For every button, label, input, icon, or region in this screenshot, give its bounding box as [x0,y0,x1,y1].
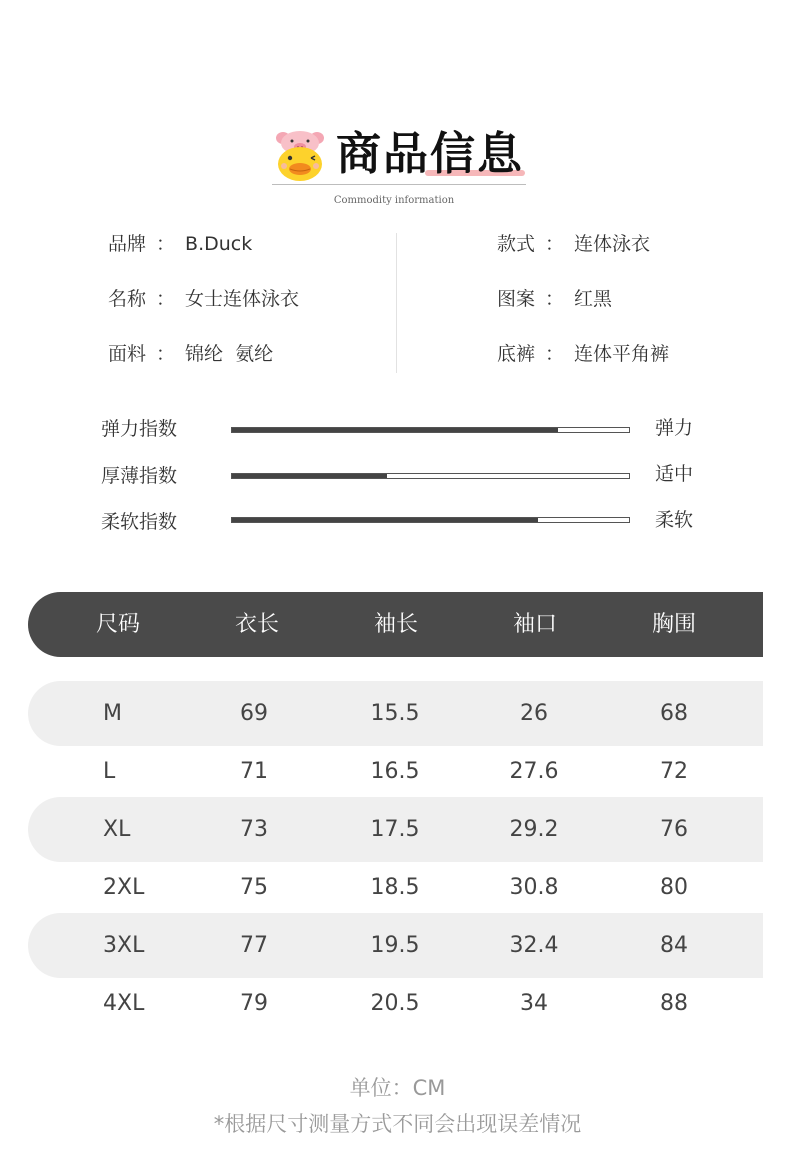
attribute-label: 款式 [497,233,536,255]
elasticity-index-fill [232,428,558,432]
cell-length: 75 [240,875,268,900]
attribute-bottoms [497,342,669,366]
cell-sleeve-length: 19.5 [370,933,420,958]
header-length: 衣长 [234,612,279,637]
header-cuff: 袖口 [512,612,557,637]
elasticity-index-value: 弹力 [655,417,694,439]
elasticity-index-bar [231,427,630,433]
cell-bust: 76 [660,817,688,842]
attribute-divider [396,233,397,373]
attribute-value: 连体泳衣 [574,233,651,255]
page-title: 商品信息 [336,127,525,180]
cell-size: L [103,759,116,784]
cell-size: 2XL [103,875,145,900]
attribute-label: 图案 [497,288,536,310]
cell-cuff: 26 [520,701,548,726]
cell-length: 71 [240,759,268,784]
table-row [28,971,763,1036]
cell-bust: 80 [660,875,688,900]
softness-index-fill [232,518,538,522]
cell-cuff: 27.6 [509,759,559,784]
cell-sleeve-length: 16.5 [370,759,420,784]
cell-sleeve-length: 15.5 [370,701,420,726]
table-row [28,681,763,746]
attribute-label: 面料 [108,343,147,365]
attribute-separator: ： [156,288,176,310]
table-row [28,855,763,920]
table-row [28,913,763,978]
attribute-value: 红黑 [574,288,613,310]
size-table-header [28,592,763,657]
cell-length: 69 [240,701,268,726]
title-divider [272,184,526,185]
attribute-style [497,232,650,256]
cell-cuff: 34 [520,991,548,1016]
cell-size: M [103,701,122,726]
attribute-value: 连体平角裤 [574,343,670,365]
thickness-index-label: 厚薄指数 [101,465,178,487]
cell-size: XL [103,817,131,842]
header-size: 尺码 [95,612,140,637]
attribute-name [108,287,299,311]
cell-bust: 88 [660,991,688,1016]
measurement-disclaimer: *根据尺寸测量方式不同会出现误差情况 [213,1112,582,1136]
table-row [28,797,763,862]
cell-bust: 84 [660,933,688,958]
cell-size: 4XL [103,991,145,1016]
table-row [28,739,763,804]
cell-sleeve-length: 17.5 [370,817,420,842]
attribute-value: B.Duck [185,233,253,255]
cell-length: 79 [240,991,268,1016]
elasticity-index-label: 弹力指数 [101,418,178,440]
header-sleeve-length: 袖长 [373,612,418,637]
softness-index-value: 柔软 [655,509,694,531]
attribute-fabric [108,342,273,366]
cell-bust: 72 [660,759,688,784]
cell-sleeve-length: 20.5 [370,991,420,1016]
attribute-value: 女士连体泳衣 [185,288,300,310]
attribute-value: 锦纶 氨纶 [185,343,274,365]
cell-sleeve-length: 18.5 [370,875,420,900]
attribute-label: 名称 [108,288,147,310]
softness-index-bar [231,517,630,523]
attribute-label: 底裤 [497,343,536,365]
attribute-separator: ： [156,343,176,365]
cell-cuff: 30.8 [509,875,559,900]
unit-note: 单位：CM [349,1076,446,1100]
attribute-separator: ： [545,288,565,310]
attribute-separator: ： [545,233,565,255]
attribute-separator: ： [156,233,176,255]
cell-cuff: 29.2 [509,817,559,842]
attribute-brand [108,232,252,256]
header-bust: 胸围 [651,612,696,637]
cell-length: 77 [240,933,268,958]
cell-cuff: 32.4 [509,933,559,958]
attribute-label: 品牌 [108,233,147,255]
thickness-index-fill [232,474,387,478]
attribute-pattern [497,287,612,311]
softness-index-label: 柔软指数 [101,511,178,533]
attribute-separator: ： [545,343,565,365]
cell-size: 3XL [103,933,145,958]
page-subtitle: Commodity information [333,195,455,206]
thickness-index-bar [231,473,630,479]
cell-length: 73 [240,817,268,842]
cell-bust: 68 [660,701,688,726]
thickness-index-value: 适中 [655,463,694,485]
duck-pig-mascot-icon [271,126,329,184]
